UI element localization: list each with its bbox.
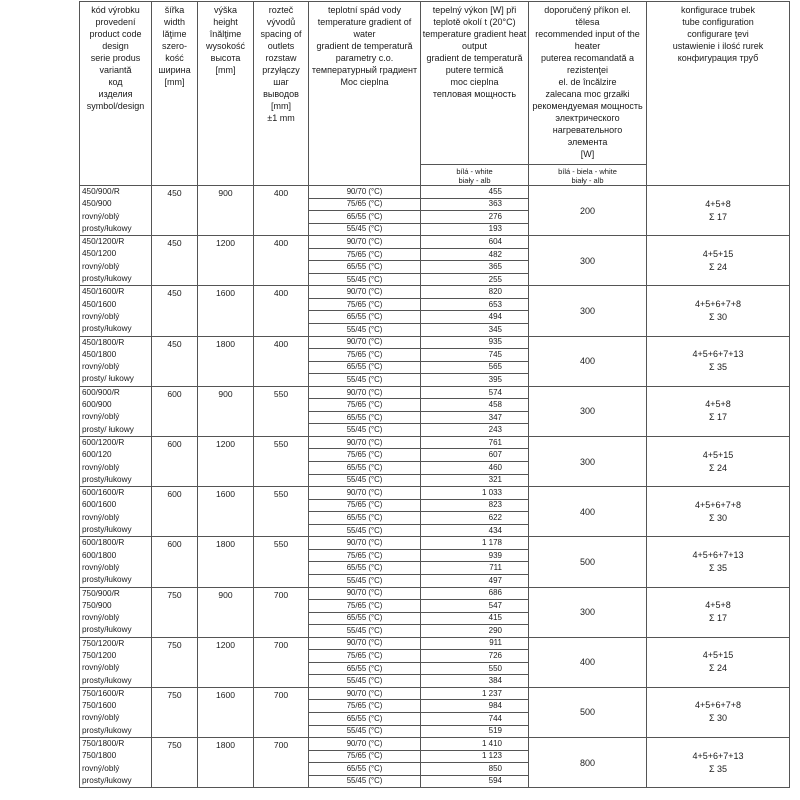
heat-output-cell: 547 bbox=[421, 600, 529, 613]
heat-output-cell: 604 bbox=[421, 236, 529, 249]
gradient-cell: 75/65 (°C) bbox=[309, 449, 421, 462]
heat-output-cell: 744 bbox=[421, 712, 529, 725]
width-cell: 450 bbox=[152, 186, 198, 236]
model-code-cell: 600/1800/R 600/1800 rovný/oblý prosty/łukowy bbox=[80, 537, 152, 587]
heat-output-cell: 686 bbox=[421, 587, 529, 600]
width-cell: 450 bbox=[152, 236, 198, 286]
table-body bbox=[80, 186, 790, 788]
heat-output-cell: 384 bbox=[421, 675, 529, 688]
heat-output-cell: 550 bbox=[421, 662, 529, 675]
heater-power-cell: 300 bbox=[529, 386, 647, 436]
heat-output-cell: 347 bbox=[421, 411, 529, 424]
model-code-cell: 600/1600/R 600/1600 rovný/oblý prosty/łukowy bbox=[80, 487, 152, 537]
gradient-cell: 90/70 (°C) bbox=[309, 487, 421, 500]
gradient-cell: 65/55 (°C) bbox=[309, 562, 421, 575]
gradient-cell: 90/70 (°C) bbox=[309, 286, 421, 299]
heat-output-cell: 395 bbox=[421, 374, 529, 387]
width-cell: 450 bbox=[152, 286, 198, 336]
table-row bbox=[80, 186, 790, 199]
heat-output-cell: 255 bbox=[421, 273, 529, 286]
gradient-cell: 55/45 (°C) bbox=[309, 474, 421, 487]
gradient-cell: 90/70 (°C) bbox=[309, 587, 421, 600]
spacing-cell: 550 bbox=[254, 436, 309, 486]
heat-output-cell: 415 bbox=[421, 612, 529, 625]
gradient-cell: 65/55 (°C) bbox=[309, 612, 421, 625]
gradient-cell: 65/55 (°C) bbox=[309, 662, 421, 675]
gradient-cell: 65/55 (°C) bbox=[309, 712, 421, 725]
heat-output-cell: 850 bbox=[421, 763, 529, 776]
gradient-cell: 75/65 (°C) bbox=[309, 750, 421, 763]
model-code-cell: 450/1200/R 450/1200 rovný/oblý prosty/łukowy bbox=[80, 236, 152, 286]
heat-output-cell: 761 bbox=[421, 436, 529, 449]
heat-output-cell: 290 bbox=[421, 625, 529, 638]
heat-output-cell: 574 bbox=[421, 386, 529, 399]
gradient-cell: 65/55 (°C) bbox=[309, 211, 421, 224]
table-row bbox=[80, 236, 790, 249]
table-row bbox=[80, 286, 790, 299]
model-code-cell: 750/1200/R 750/1200 rovný/oblý prosty/łukowy bbox=[80, 637, 152, 687]
spacing-cell: 400 bbox=[254, 186, 309, 236]
gradient-cell: 55/45 (°C) bbox=[309, 424, 421, 437]
gradient-cell: 90/70 (°C) bbox=[309, 336, 421, 349]
height-cell: 1200 bbox=[198, 436, 254, 486]
heat-output-cell: 1 237 bbox=[421, 687, 529, 700]
heat-output-cell: 460 bbox=[421, 462, 529, 475]
tube-config-cell: 4+5+8 Σ 17 bbox=[647, 587, 790, 637]
gradient-cell: 65/55 (°C) bbox=[309, 361, 421, 374]
heat-output-cell: 321 bbox=[421, 474, 529, 487]
gradient-cell: 55/45 (°C) bbox=[309, 223, 421, 236]
tube-config-cell: 4+5+15 Σ 24 bbox=[647, 436, 790, 486]
tube-config-cell: 4+5+6+7+8 Σ 30 bbox=[647, 286, 790, 336]
gradient-cell: 90/70 (°C) bbox=[309, 236, 421, 249]
gradient-cell: 55/45 (°C) bbox=[309, 524, 421, 537]
heat-output-cell: 345 bbox=[421, 324, 529, 337]
gradient-cell: 90/70 (°C) bbox=[309, 186, 421, 199]
gradient-cell: 65/55 (°C) bbox=[309, 512, 421, 525]
gradient-cell: 75/65 (°C) bbox=[309, 650, 421, 663]
heater-power-cell: 300 bbox=[529, 436, 647, 486]
heat-output-cell: 622 bbox=[421, 512, 529, 525]
heater-power-cell: 500 bbox=[529, 537, 647, 587]
gradient-cell: 75/65 (°C) bbox=[309, 298, 421, 311]
heat-output-cell: 497 bbox=[421, 574, 529, 587]
heat-output-cell: 984 bbox=[421, 700, 529, 713]
table-row bbox=[80, 487, 790, 500]
gradient-cell: 90/70 (°C) bbox=[309, 537, 421, 550]
height-cell: 1800 bbox=[198, 537, 254, 587]
table-row bbox=[80, 687, 790, 700]
spacing-cell: 550 bbox=[254, 386, 309, 436]
gradient-cell: 90/70 (°C) bbox=[309, 687, 421, 700]
height-cell: 1600 bbox=[198, 487, 254, 537]
model-code-cell: 750/1800/R 750/1800 rovný/oblý prosty/łukowy bbox=[80, 738, 152, 788]
header-height: výška height înălţime wysokość высота [mm] bbox=[198, 2, 254, 186]
gradient-cell: 75/65 (°C) bbox=[309, 248, 421, 261]
width-cell: 750 bbox=[152, 687, 198, 737]
heat-output-cell: 482 bbox=[421, 248, 529, 261]
heat-output-cell: 193 bbox=[421, 223, 529, 236]
heat-output-cell: 365 bbox=[421, 261, 529, 274]
height-cell: 1200 bbox=[198, 236, 254, 286]
header-heater-color: bílá - biela - white biały - alb bbox=[529, 165, 647, 186]
gradient-cell: 75/65 (°C) bbox=[309, 499, 421, 512]
tube-config-cell: 4+5+6+7+13 Σ 35 bbox=[647, 738, 790, 788]
gradient-cell: 90/70 (°C) bbox=[309, 738, 421, 751]
heat-output-cell: 726 bbox=[421, 650, 529, 663]
heater-power-cell: 200 bbox=[529, 186, 647, 236]
tube-config-cell: 4+5+8 Σ 17 bbox=[647, 386, 790, 436]
width-cell: 450 bbox=[152, 336, 198, 386]
spacing-cell: 700 bbox=[254, 687, 309, 737]
spacing-cell: 700 bbox=[254, 637, 309, 687]
width-cell: 600 bbox=[152, 436, 198, 486]
tube-config-cell: 4+5+6+7+13 Σ 35 bbox=[647, 537, 790, 587]
model-code-cell: 750/900/R 750/900 rovný/oblý prosty/łukowy bbox=[80, 587, 152, 637]
height-cell: 1800 bbox=[198, 738, 254, 788]
tube-config-cell: 4+5+15 Σ 24 bbox=[647, 236, 790, 286]
gradient-cell: 55/45 (°C) bbox=[309, 625, 421, 638]
heater-power-cell: 400 bbox=[529, 336, 647, 386]
heat-output-cell: 494 bbox=[421, 311, 529, 324]
header-spacing: rozteč vývodů spacing of outlets rozstaw przyłączy шаг выводов [mm] ±1 mm bbox=[254, 2, 309, 186]
spacing-cell: 550 bbox=[254, 487, 309, 537]
table-row bbox=[80, 587, 790, 600]
heater-power-cell: 500 bbox=[529, 687, 647, 737]
heater-power-cell: 300 bbox=[529, 236, 647, 286]
header-output: tepelný výkon [W] při teplotě okolí t (20°C) temperature gradient heat output gradient de temperatură putere termică moc cieplna тепловая мощность bbox=[421, 2, 529, 165]
height-cell: 1200 bbox=[198, 637, 254, 687]
heat-output-cell: 653 bbox=[421, 298, 529, 311]
gradient-cell: 75/65 (°C) bbox=[309, 399, 421, 412]
model-code-cell: 750/1600/R 750/1600 rovný/oblý prosty/łukowy bbox=[80, 687, 152, 737]
model-code-cell: 450/900/R 450/900 rovný/oblý prosty/łukowy bbox=[80, 186, 152, 236]
gradient-cell: 90/70 (°C) bbox=[309, 436, 421, 449]
heat-output-cell: 594 bbox=[421, 775, 529, 788]
gradient-cell: 65/55 (°C) bbox=[309, 261, 421, 274]
width-cell: 750 bbox=[152, 738, 198, 788]
tube-config-cell: 4+5+6+7+13 Σ 35 bbox=[647, 336, 790, 386]
heat-output-cell: 1 410 bbox=[421, 738, 529, 751]
tube-config-cell: 4+5+6+7+8 Σ 30 bbox=[647, 687, 790, 737]
spacing-cell: 400 bbox=[254, 286, 309, 336]
gradient-cell: 65/55 (°C) bbox=[309, 462, 421, 475]
spacing-cell: 700 bbox=[254, 738, 309, 788]
heat-output-cell: 1 123 bbox=[421, 750, 529, 763]
width-cell: 600 bbox=[152, 537, 198, 587]
spacing-cell: 400 bbox=[254, 336, 309, 386]
height-cell: 900 bbox=[198, 587, 254, 637]
gradient-cell: 55/45 (°C) bbox=[309, 574, 421, 587]
heat-output-cell: 519 bbox=[421, 725, 529, 738]
header-gradient: teplotní spád vody temperature gradient of water gradient de temperatură parametry c.o. температурный градиент Moc cieplna bbox=[309, 2, 421, 186]
gradient-cell: 65/55 (°C) bbox=[309, 411, 421, 424]
table-row bbox=[80, 436, 790, 449]
tube-config-cell: 4+5+6+7+8 Σ 30 bbox=[647, 487, 790, 537]
model-code-cell: 600/900/R 600/900 rovný/oblý prosty/ łukowy bbox=[80, 386, 152, 436]
heat-output-cell: 711 bbox=[421, 562, 529, 575]
heat-output-cell: 823 bbox=[421, 499, 529, 512]
heat-output-cell: 911 bbox=[421, 637, 529, 650]
gradient-cell: 65/55 (°C) bbox=[309, 311, 421, 324]
heat-output-cell: 1 178 bbox=[421, 537, 529, 550]
header-width: šířka width lăţime szero- kość ширина [mm] bbox=[152, 2, 198, 186]
table-row bbox=[80, 637, 790, 650]
heat-output-cell: 276 bbox=[421, 211, 529, 224]
heat-output-cell: 607 bbox=[421, 449, 529, 462]
gradient-cell: 55/45 (°C) bbox=[309, 374, 421, 387]
heat-output-cell: 458 bbox=[421, 399, 529, 412]
width-cell: 600 bbox=[152, 386, 198, 436]
spacing-cell: 550 bbox=[254, 537, 309, 587]
heat-output-cell: 363 bbox=[421, 198, 529, 211]
gradient-cell: 75/65 (°C) bbox=[309, 349, 421, 362]
heater-power-cell: 800 bbox=[529, 738, 647, 788]
height-cell: 1600 bbox=[198, 687, 254, 737]
height-cell: 1800 bbox=[198, 336, 254, 386]
heat-output-cell: 939 bbox=[421, 549, 529, 562]
gradient-cell: 55/45 (°C) bbox=[309, 725, 421, 738]
heat-output-cell: 1 033 bbox=[421, 487, 529, 500]
heat-output-cell: 745 bbox=[421, 349, 529, 362]
heater-power-cell: 400 bbox=[529, 637, 647, 687]
radiator-spec-table bbox=[79, 1, 790, 788]
header-config: konfigurace trubek tube configuration configurare ţevi ustawienie i ilość rurek конфигурация труб bbox=[647, 2, 790, 186]
heat-output-cell: 434 bbox=[421, 524, 529, 537]
header-output-color: bílá - white biały - alb bbox=[421, 165, 529, 186]
model-code-cell: 450/1800/R 450/1800 rovný/oblý prosty/ łukowy bbox=[80, 336, 152, 386]
gradient-cell: 75/65 (°C) bbox=[309, 700, 421, 713]
heat-output-cell: 935 bbox=[421, 336, 529, 349]
height-cell: 1600 bbox=[198, 286, 254, 336]
table-row bbox=[80, 537, 790, 550]
spacing-cell: 700 bbox=[254, 587, 309, 637]
height-cell: 900 bbox=[198, 186, 254, 236]
heater-power-cell: 300 bbox=[529, 587, 647, 637]
heater-power-cell: 400 bbox=[529, 487, 647, 537]
spacing-cell: 400 bbox=[254, 236, 309, 286]
gradient-cell: 65/55 (°C) bbox=[309, 763, 421, 776]
gradient-cell: 55/45 (°C) bbox=[309, 273, 421, 286]
model-code-cell: 600/1200/R 600/120 rovný/oblý prosty/łukowy bbox=[80, 436, 152, 486]
tube-config-cell: 4+5+15 Σ 24 bbox=[647, 637, 790, 687]
gradient-cell: 90/70 (°C) bbox=[309, 637, 421, 650]
gradient-cell: 75/65 (°C) bbox=[309, 600, 421, 613]
header-code: kód výrobku provedení product code design serie produs variantă код изделия symbol/design bbox=[80, 2, 152, 186]
gradient-cell: 55/45 (°C) bbox=[309, 324, 421, 337]
model-code-cell: 450/1600/R 450/1600 rovný/oblý prosty/łukowy bbox=[80, 286, 152, 336]
width-cell: 750 bbox=[152, 587, 198, 637]
height-cell: 900 bbox=[198, 386, 254, 436]
gradient-cell: 75/65 (°C) bbox=[309, 549, 421, 562]
heater-power-cell: 300 bbox=[529, 286, 647, 336]
heat-output-cell: 565 bbox=[421, 361, 529, 374]
table-row bbox=[80, 738, 790, 751]
header-heater: doporučený příkon el. tělesa recommended input of the heater puterea recomandată a rezistenţei el. de încălzire zalecana moc grzałki рекомендуемая мощность электрического нагревательного элемента [W] bbox=[529, 2, 647, 165]
gradient-cell: 55/45 (°C) bbox=[309, 775, 421, 788]
width-cell: 600 bbox=[152, 487, 198, 537]
heat-output-cell: 820 bbox=[421, 286, 529, 299]
heat-output-cell: 455 bbox=[421, 186, 529, 199]
gradient-cell: 75/65 (°C) bbox=[309, 198, 421, 211]
gradient-cell: 55/45 (°C) bbox=[309, 675, 421, 688]
table-row bbox=[80, 336, 790, 349]
heat-output-cell: 243 bbox=[421, 424, 529, 437]
width-cell: 750 bbox=[152, 637, 198, 687]
gradient-cell: 90/70 (°C) bbox=[309, 386, 421, 399]
table-row bbox=[80, 386, 790, 399]
tube-config-cell: 4+5+8 Σ 17 bbox=[647, 186, 790, 236]
